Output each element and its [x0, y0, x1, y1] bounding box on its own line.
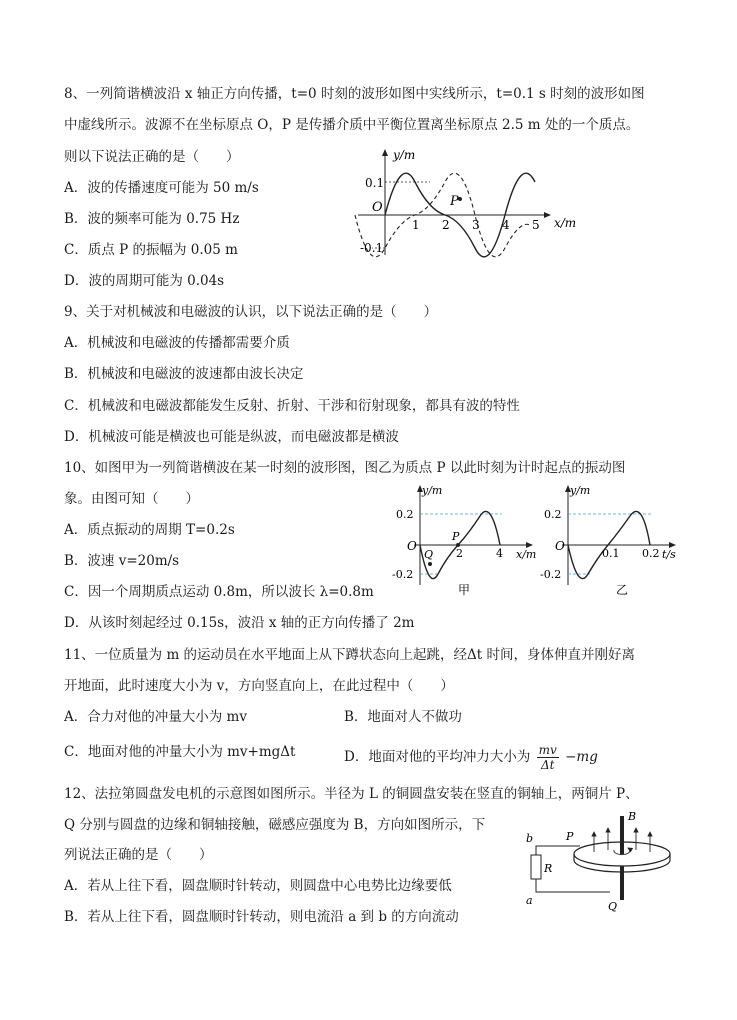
- q8-point-p-label: P: [450, 194, 459, 209]
- q8-stem-line2: 中虚线所示。波源不在坐标原点 O，P 是传播介质中平衡位置离坐标原点 2.5 m 处的一个质点。: [64, 117, 640, 133]
- jia-xtick-4: 4: [496, 547, 503, 560]
- q10-option-d: D．从该时刻起经过 0.15s，波沿 x 轴的正方向传播了 2m: [64, 615, 415, 631]
- q12-option-a: A．若从上往下看，圆盘顺时针转动，则圆盘中心电势比边缘要低: [64, 878, 452, 894]
- q9-option-b: B．机械波和电磁波的波速都由波长决定: [64, 366, 304, 382]
- q10-fig-yi: [540, 480, 690, 600]
- q12-faraday-disk-figure: [518, 808, 683, 913]
- q8-ylabel: y/m: [393, 148, 416, 162]
- q8-option-c: C．质点 P 的振幅为 0.05 m: [64, 242, 238, 258]
- q11-fraction-denominator: Δt: [540, 758, 555, 772]
- q11-fraction-numerator: mv: [538, 743, 557, 757]
- yi-caption: 乙: [616, 583, 629, 597]
- q8-xtick-5: 5: [532, 218, 540, 232]
- q12-label-b-point: b: [526, 832, 534, 845]
- q11-option-b: B．地面对人不做功: [344, 709, 462, 725]
- yi-xtick-02: 0.2: [642, 547, 660, 560]
- q8-ytick-top: 0.1: [365, 176, 385, 190]
- q8-stem-line3: 则以下说法正确的是（ ）: [64, 149, 240, 165]
- q12-stem-line2: Q 分别与圆盘的边缘和铜轴接触，磁感应强度为 B，方向如图所示，下: [64, 817, 486, 833]
- q12-label-q: Q: [608, 900, 618, 913]
- q10-stem-line2: 象。由图可知（ ）: [64, 491, 199, 507]
- yi-ylabel: y/m: [570, 484, 591, 497]
- jia-ybottom: -0.2: [392, 568, 414, 581]
- yi-xtick-01: 0.1: [602, 547, 620, 560]
- jia-caption: 甲: [458, 583, 471, 597]
- q11-option-d: [344, 743, 598, 772]
- q9-option-d: D．机械波可能是横波也可能是纵波，而电磁波都是横波: [64, 429, 399, 445]
- jia-xlabel: x/m: [516, 548, 537, 561]
- q12-option-b: B．若从上往下看，圆盘顺时针转动，则电流沿 a 到 b 的方向流动: [64, 909, 459, 925]
- jia-point-q: Q: [424, 548, 434, 561]
- yi-ybottom: -0.2: [540, 568, 562, 581]
- q8-option-a: A．波的传播速度可能为 50 m/s: [64, 180, 259, 196]
- q11-stem-line2: 开地面，此时速度大小为 v，方向竖直向上，在此过程中（ ）: [64, 678, 454, 694]
- q8-xtick-2: 2: [442, 218, 450, 232]
- q12-label-a-point: a: [526, 894, 533, 907]
- q10-option-b: B．波速 v=20m/s: [64, 553, 180, 569]
- yi-ytop: 0.2: [544, 508, 562, 521]
- yi-xlabel: t/s: [662, 548, 676, 561]
- q8-xtick-3: 3: [472, 218, 480, 232]
- q10-stem-line1: 10、如图甲为一列简谐横波在某一时刻的波形图，图乙为质点 P 以此时刻为计时起点的振动图: [64, 460, 626, 476]
- q11-option-a: A．合力对他的冲量大小为 mv: [64, 709, 247, 725]
- q8-origin-label: O: [372, 200, 383, 215]
- q12-stem-line1: 12、法拉第圆盘发电机的示意图如图所示。半径为 L 的铜圆盘安装在竖直的铜轴上，两铜片 P、: [64, 786, 639, 802]
- q8-ytick-bottom: -0.1: [360, 241, 384, 255]
- q9-option-c: C．机械波和电磁波都能发生反射、折射、干涉和衍射现象，都具有波的特性: [64, 398, 520, 414]
- q11-option-c: C．地面对他的冲量大小为 mv+mgΔt: [64, 744, 296, 760]
- q11-fraction: [537, 743, 559, 772]
- q12-resistor: [531, 855, 541, 879]
- q9-stem: 9、关于对机械波和电磁波的认识，以下说法正确的是（ ）: [64, 304, 438, 320]
- jia-origin: O: [407, 539, 417, 553]
- q11-stem-line1: 11、一位质量为 m 的运动员在水平地面上从下蹲状态向上起跳，经Δt 时间，身体伸直并刚好离: [64, 647, 636, 663]
- q10-fig-jia: [392, 480, 542, 600]
- q12-label-r: R: [544, 862, 553, 875]
- q12-label-p: P: [566, 830, 574, 843]
- q8-xlabel: x/m: [554, 216, 577, 230]
- q8-stem-line1: 8、一列简谐横波沿 x 轴正方向传播，t=0 时刻的波形如图中实线所示，t=0.1 s 时刻的波形如图: [64, 86, 645, 102]
- q11-option-d-suffix: −mg: [565, 749, 598, 765]
- q8-wave-figure: [350, 145, 590, 265]
- q9-option-a: A．机械波和电磁波的传播都需要介质: [64, 335, 290, 351]
- jia-point-p: P: [452, 530, 460, 543]
- jia-ylabel: y/m: [422, 484, 443, 497]
- q11-option-d-prefix: D．地面对他的平均冲力大小为: [344, 749, 531, 765]
- q10-option-c: C．因一个周期质点运动 0.8m，所以波长 λ=0.8m: [64, 584, 374, 600]
- q8-option-d: D．波的周期可能为 0.04s: [64, 273, 225, 289]
- q8-option-b: B．波的频率可能为 0.75 Hz: [64, 211, 240, 227]
- jia-xtick-2: 2: [456, 547, 463, 560]
- q8-xtick-1: 1: [412, 218, 420, 232]
- q10-option-a: A．质点振动的周期 T=0.2s: [64, 522, 235, 538]
- jia-point-q-dot: [428, 562, 432, 566]
- jia-ytop: 0.2: [396, 508, 414, 521]
- yi-origin: O: [555, 539, 565, 553]
- q12-label-field-b: B: [628, 810, 637, 823]
- q8-xtick-4: 4: [502, 218, 510, 232]
- q12-stem-line3: 列说法正确的是（ ）: [64, 847, 213, 863]
